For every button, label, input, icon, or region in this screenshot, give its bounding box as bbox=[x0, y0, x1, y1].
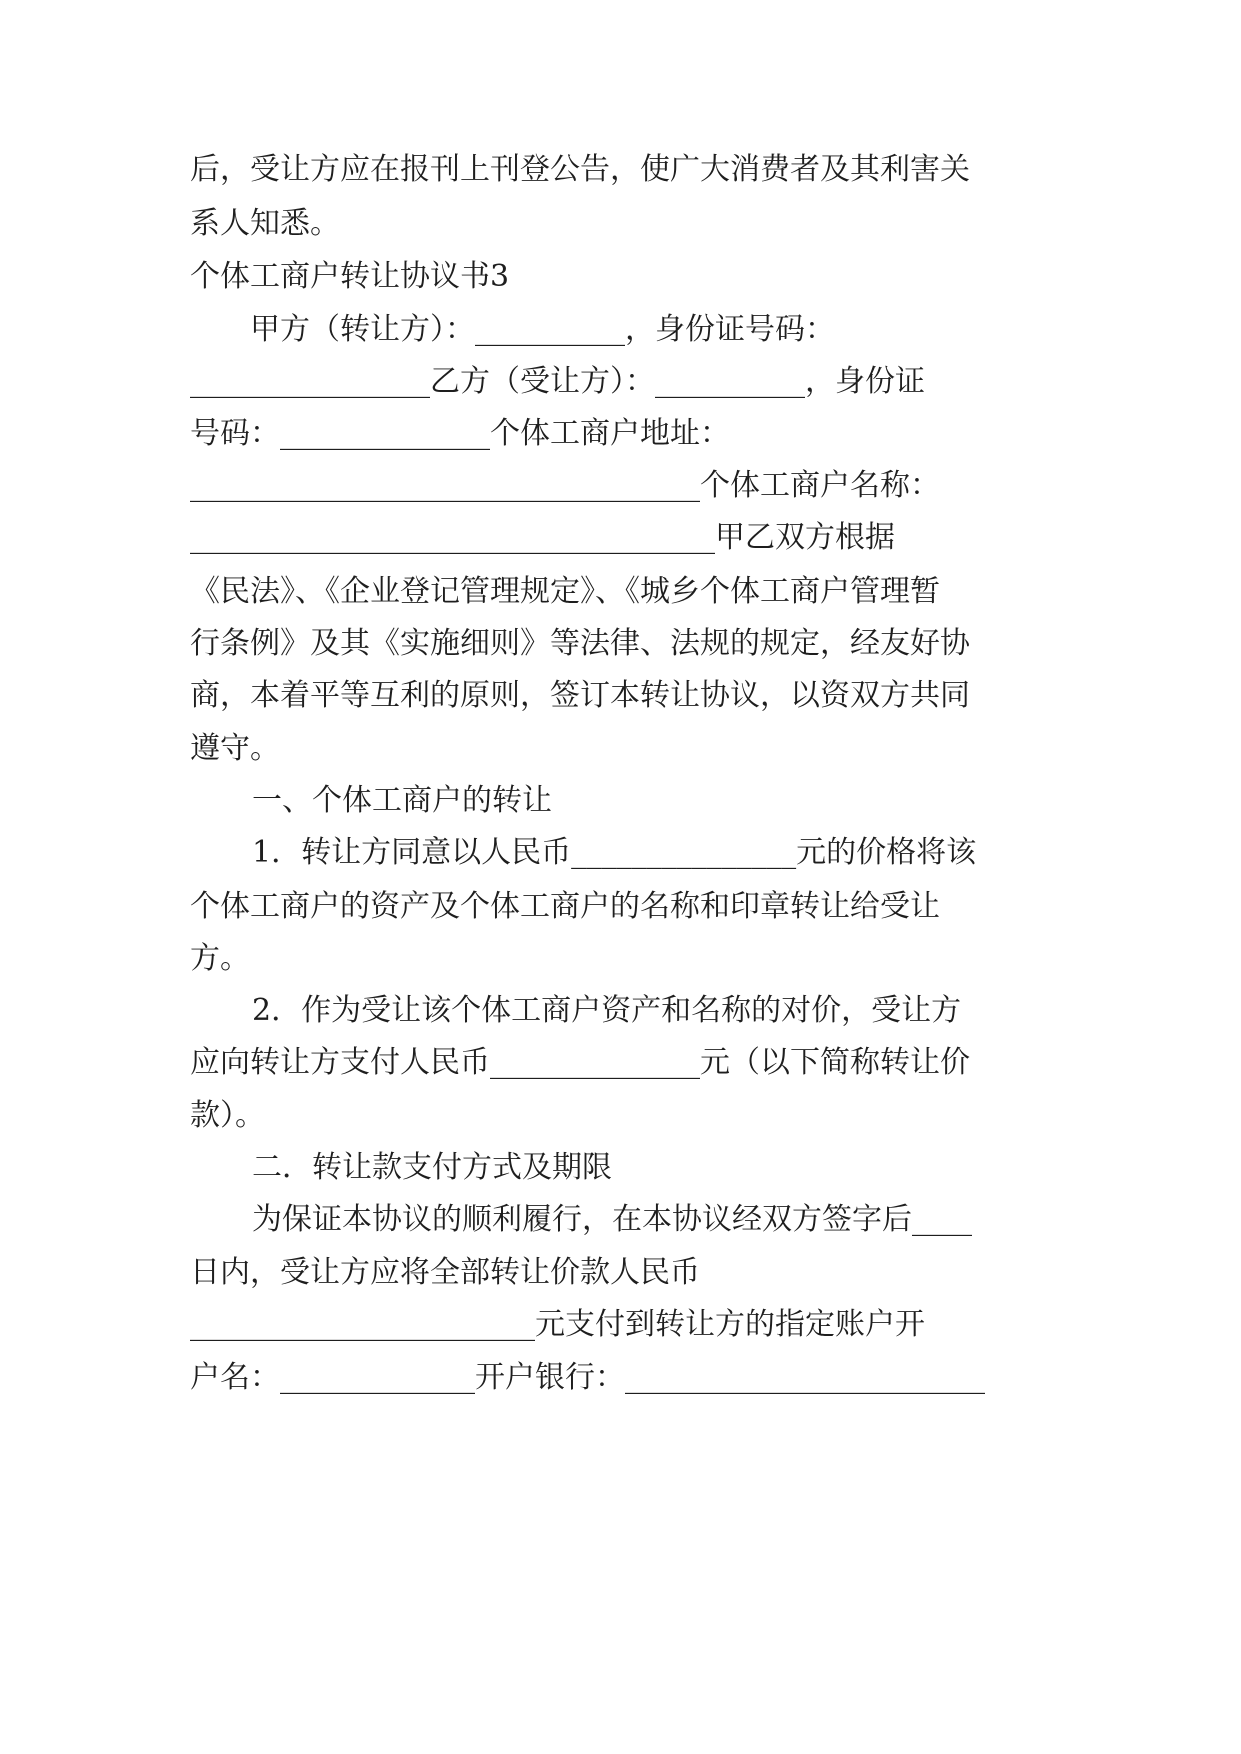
text-line: 户名：_____________开户银行：________________________ bbox=[190, 1360, 985, 1395]
text-line: 款）。 bbox=[190, 1098, 265, 1133]
text-line: 应向转让方支付人民币______________元（以下简称转让价 bbox=[190, 1045, 970, 1080]
text-line: __________________________________个体工商户名称： bbox=[190, 468, 940, 503]
text-line: 为保证本协议的顺利履行，在本协议经双方签字后____ bbox=[252, 1202, 972, 1237]
text-line: 《民法》、《企业登记管理规定》、《城乡个体工商户管理暂 bbox=[190, 574, 940, 609]
text-line: 2．作为受让该个体工商户资产和名称的对价，受让方 bbox=[252, 993, 962, 1028]
text-line: 方。 bbox=[190, 941, 250, 976]
text-line: 日内，受让方应将全部转让价款人民币 bbox=[190, 1255, 700, 1290]
section-heading: 一、个体工商户的转让 bbox=[252, 783, 552, 818]
text-line: 商，本着平等互利的原则，签订本转让协议，以资双方共同 bbox=[190, 678, 970, 713]
section-title: 个体工商户转让协议书3 bbox=[190, 259, 510, 294]
text-line: 行条例》及其《实施细则》等法律、法规的规定，经友好协 bbox=[190, 626, 970, 661]
text-line: 后，受让方应在报刊上刊登公告，使广大消费者及其利害关 bbox=[190, 152, 970, 187]
text-line: 号码：______________个体工商户地址： bbox=[190, 416, 730, 451]
text-line: 甲方（转让方）：__________，身份证号码： bbox=[250, 312, 835, 347]
text-line: ________________乙方（受让方）：__________，身份证 bbox=[190, 364, 925, 399]
text-line: 个体工商户的资产及个体工商户的名称和印章转让给受让 bbox=[190, 889, 940, 924]
text-line: ___________________________________甲乙双方根据 bbox=[190, 520, 895, 555]
text-line: 遵守。 bbox=[190, 731, 280, 766]
text-line: _______________________元支付到转让方的指定账户开 bbox=[190, 1307, 925, 1342]
text-line: 1．转让方同意以人民币_______________元的价格将该 bbox=[252, 835, 977, 870]
text-line: 系人知悉。 bbox=[190, 206, 340, 241]
section-heading: 二．转让款支付方式及期限 bbox=[252, 1150, 612, 1185]
